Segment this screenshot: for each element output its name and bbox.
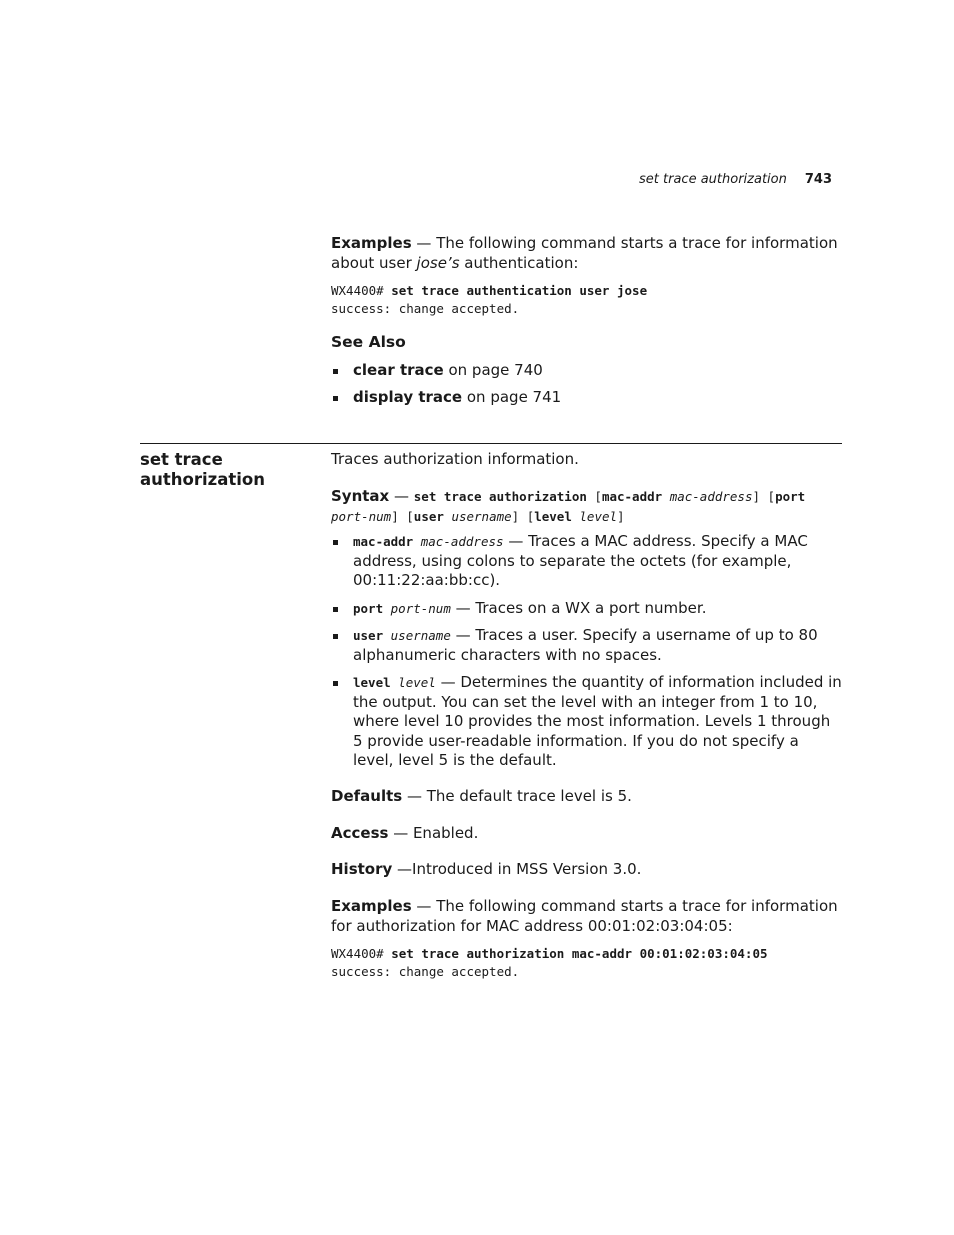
defaults-paragraph: Defaults — The default trace level is 5. [331,787,632,805]
see-also-item: display trace on page 741 [331,388,843,408]
syntax-command: set trace authorization [413,489,587,504]
code-command: set trace authorization mac-addr 00:01:02:03:04:05 [391,946,768,961]
bottom-example-code: WX4400# set trace authorization mac-addr 00:01:02:03:04:05 success: change accepted. [331,946,768,979]
top-examples-paragraph: Examples — The following command starts a trace for information about user jose’s authentication: [331,234,838,272]
see-also-link[interactable]: clear trace [353,361,444,379]
parameter-list [331,532,843,771]
syntax-paragraph: Syntax — set trace authorization [mac-addr mac-address] [port port-num] [user username] [level level] [331,487,806,524]
see-also-heading: See Also [331,333,406,351]
param-arg: username [390,628,451,643]
section-rule [140,443,842,444]
syntax-label: Syntax [331,487,390,505]
see-also-item: clear trace on page 740 [331,361,843,381]
parameter-item: port port-num — Traces on a WX a port number. [331,599,843,619]
parameter-item: mac-addr mac-address — Traces a MAC address. Specify a MAC address, using colons to separate the octets (for example, 00:11:22:aa:bb:cc). [331,532,843,591]
code-result: success: change accepted. [331,964,520,979]
param-keyword: port [353,600,384,616]
code-command: set trace authentication user jose [391,283,648,298]
parameter-item: user username — Traces a user. Specify a username of up to 80 alphanumeric characters with no spaces. [331,626,843,665]
history-paragraph: History —Introduced in MSS Version 3.0. [331,860,642,878]
param-keyword: user [353,628,384,643]
examples-label: Examples [331,897,412,915]
section-heading: set trace authorization [140,450,266,489]
examples-label: Examples [331,234,412,252]
access-label: Access [331,824,389,842]
param-arg: level [398,675,436,690]
param-keyword: mac-addr [353,534,414,549]
header-section-title: set trace authorization [639,172,787,187]
defaults-label: Defaults [331,787,403,805]
parameter-item: level level — Determines the quantity of information included in the output. You can set the level with an integer from 1 to 10, where level 10 provides the most information. Levels 1 through 5 provide user-readable information. If you do not specify a level, level 5 is the default. [331,673,843,771]
history-label: History [331,860,393,878]
param-arg: mac-address [420,534,504,549]
bottom-examples-paragraph: Examples — The following command starts a trace for information for authorization for MAC address 00:01:02:03:04:05: [331,897,838,935]
section-description: Traces authorization information. [331,450,579,468]
access-paragraph: Access — Enabled. [331,824,479,842]
running-header [639,172,832,187]
top-example-code: WX4400# set trace authentication user jose success: change accepted. [331,283,648,316]
code-result: success: change accepted. [331,301,520,316]
param-arg: port-num [390,600,451,616]
see-also-link[interactable]: display trace [353,388,463,406]
page-number: 743 [804,172,832,187]
example-user: jose’s [416,253,460,272]
param-keyword: level [353,675,391,690]
see-also-list [331,361,843,408]
